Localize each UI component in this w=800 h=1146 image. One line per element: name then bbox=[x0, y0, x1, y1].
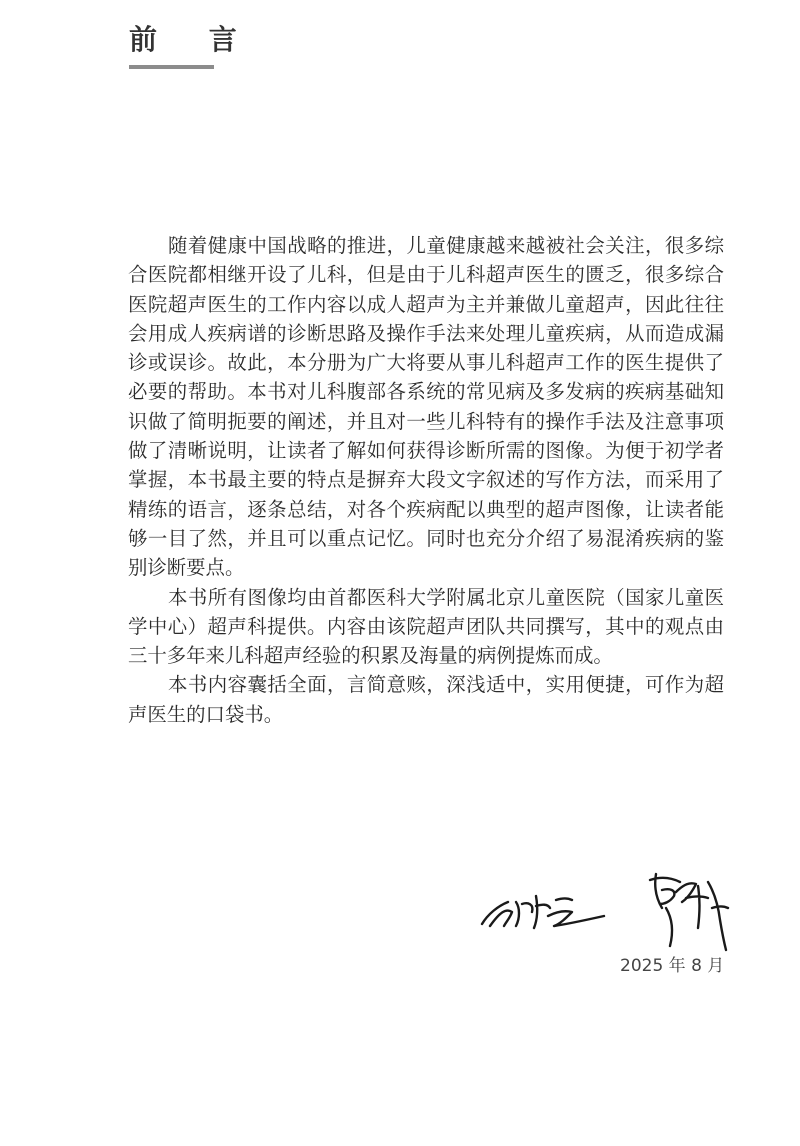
preface-paragraph-2: 本书所有图像均由首都医科大学附属北京儿童医院（国家儿童医学中心）超声科提供。内容由该院超声团队共同撰写，其中的观点由三十多年来儿科超声经验的积累及海量的病例提炼而成。 bbox=[128, 585, 724, 668]
handwritten-signature bbox=[476, 868, 732, 960]
page-title: 前 言 bbox=[129, 23, 258, 56]
signature-date: 2025 年 8 月 bbox=[620, 956, 725, 976]
preface-body bbox=[128, 231, 724, 729]
title-underline bbox=[129, 65, 214, 69]
preface-paragraph-1: 随着健康中国战略的推进，儿童健康越来越被社会关注，很多综合医院都相继开设了儿科，但是由于儿科超声医生的匮乏，很多综合医院超声医生的工作内容以成人超声为主并兼做儿童超声，因此往往会用成人疾病谱的诊断思路及操作手法来处理儿童疾病，从而造成漏诊或误诊。故此，本分册为广大将要从事儿科超声工作的医生提供了必要的帮助。本书对儿科腹部各系统的常见病及多发病的疾病基础知识做了简明扼要的阐述，并且对一些儿科特有的操作手法及注意事项做了清晰说明，让读者了解如何获得诊断所需的图像。为便于初学者掌握，本书最主要的特点是摒弃大段文字叙述的写作方法，而采用了精练的语言，逐条总结，对各个疾病配以典型的超声图像，让读者能够一目了然，并且可以重点记忆。同时也充分介绍了易混淆疾病的鉴别诊断要点。 bbox=[128, 234, 724, 580]
preface-paragraph-3: 本书内容囊括全面，言简意赅，深浅适中，实用便捷，可作为超声医生的口袋书。 bbox=[128, 673, 724, 726]
